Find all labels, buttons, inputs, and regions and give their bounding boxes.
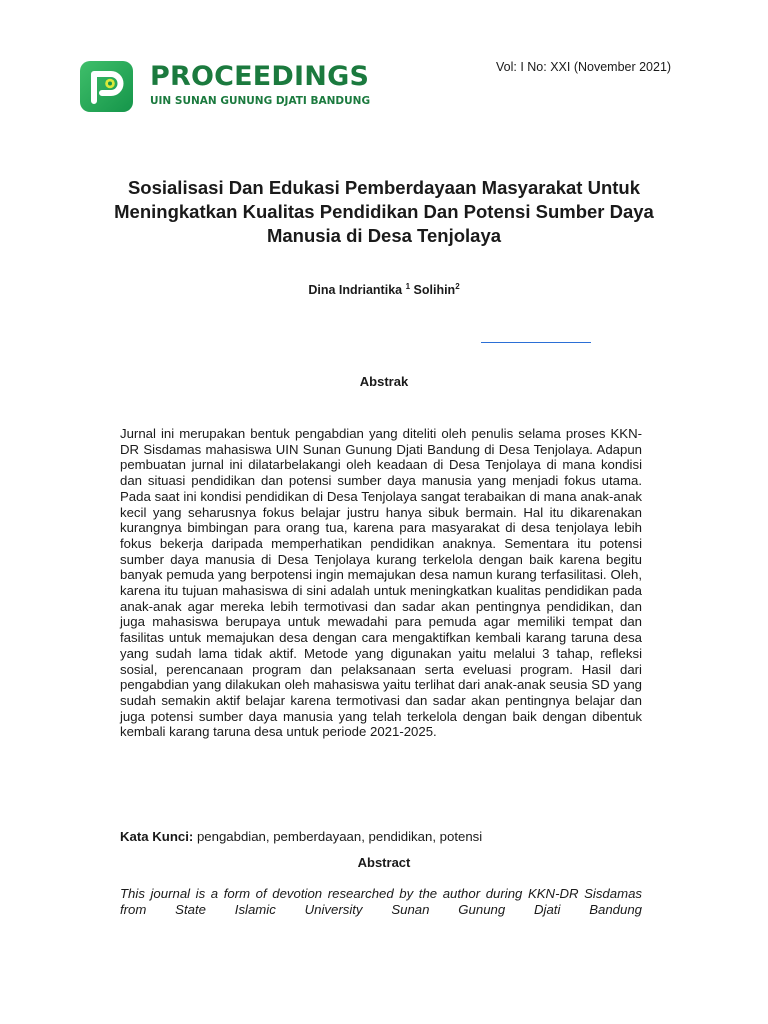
brand [150,62,370,108]
brand-title: PROCEEDINGS [150,61,370,92]
keywords [120,829,642,845]
proceedings-logo-icon [80,61,133,112]
email-link-underline[interactable] [481,342,591,343]
author-name: Solihin [413,283,456,297]
keywords-label: Kata Kunci: [120,829,194,844]
abstract-heading: Abstract [357,855,411,870]
abstract-body: This journal is a form of devotion researched by the author during KKN-DR Sisdamas from State Islamic University Sunan Gunung Djati Bandung [120,886,642,917]
author-affiliation-mark: 1 [405,281,411,291]
abstrak-heading: Abstrak [359,374,409,389]
brand-subtitle: UIN SUNAN GUNUNG DJATI BANDUNG [150,95,371,107]
abstrak-body: Jurnal ini merupakan bentuk pengabdian yang diteliti oleh penulis selama proses KKN-DR Sisdamas mahasiswa UIN Sunan Gunung Djati Bandung di Desa Tenjolaya. Adapun pembuatan jurnal ini dilatarbelakangi oleh keadaan di Desa Tenjolaya di mana kondisi dan situasi pendidikan dan potensi sumber daya manusia yang menjadi fokus utama. Pada saat ini kondisi pendidikan di Desa Tenjolaya sangat terabaikan di mana anak-anak kecil yang seharusnya fokus belajar justru hanya sibuk bermain. Hal itu dikarenakan kurangnya bimbingan para orang tua, karena para masyarakat di desa tenjolaya lebih fokus bekerja daripada memperhatikan pendidikan anaknya. Sementara itu potensi sumber daya manusia di Desa Tenjolaya kurang terkelola dengan baik karena begitu banyak pemuda yang berpotensi ingin memajukan desa namun kurang terfasilitasi. Oleh, karena itu tujuan mahasiswa di sini adalah untuk meningkatkan kualitas pendidikan pada anak-anak agar mereka lebih termotivasi dan sadar akan pentingnya pendidikan, dan juga mahasiswa berupaya untuk mewadahi para pemuda agar memiliki tempat dan fasilitas untuk memajukan desa dengan cara mengaktifkan kembali karang taruna desa yang sudah lama tidak aktif. Metode yang digunakan yaitu melalui 3 tahap, refleksi sosial, perencanaan program dan pelaksanaan serta eveluasi program. Hasil dari pengabdian yang dilakukan oleh mahasiswa yaitu terlihat dari anak-anak seusia SD yang sudah semakin aktif belajar karena termotivasi dan sadar akan pentingnya belajar dan juga potensi sumber daya manusia yang telah terkelola dengan baik dengan dibentuk kembali karang taruna desa untuk periode 2021-2025. [120,426,642,740]
author-name: Dina Indriantika [308,283,403,297]
volume-info: Vol: I No: XXI (November 2021) [496,60,672,74]
author-affiliation-mark: 2 [455,281,460,291]
paper-title: Sosialisasi Dan Edukasi Pemberdayaan Masyarakat Untuk Meningkatkan Kualitas Pendidikan Dan Potensi Sumber Daya Manusia di Desa Tenjolaya [114,177,654,246]
keywords-list: pengabdian, pemberdayaan, pendidikan, potensi [196,829,483,844]
authors [90,282,678,298]
